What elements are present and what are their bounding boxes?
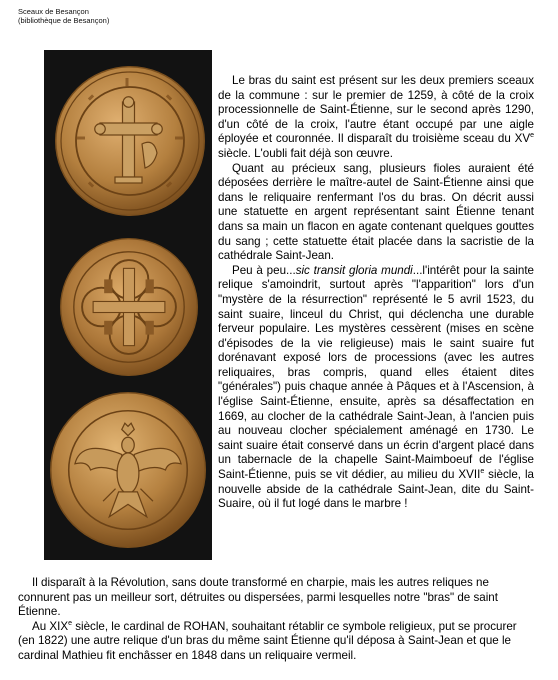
caption-source: (bibliothèque de Besançon)	[18, 16, 110, 25]
paragraph-sceaux	[218, 74, 534, 162]
seal-quatrefoil-cross-image	[60, 238, 198, 376]
paragraph-sceaux-end: siècle. L'oubli fait déjà son œuvre.	[218, 146, 393, 160]
latin-quote: sic transit gloria mundi	[295, 263, 413, 277]
superscript-e: e	[68, 619, 72, 627]
paragraph-saint-suaire	[218, 264, 534, 512]
paragraph-saint-suaire-text: ...l'intérêt pour la sainte relique s'amoindrit, surtout après "l'apparition" lors d'un "mystère de la résurrection" représenté le 5 avril 1523, du saint suaire, linceul du Christ, qui déclencha une durable ferveur populaire. Les mystères cessèrent (mises en scène d'épisodes de la vie religieuse) mais le saint suaire fut dorénavant exposé lors de processions (avec les autres reliquaires, bras compris, quand elles étaient dites "générales") puis chaque année à Pâques et à l'Ascension, à l'église Saint-Étienne, ensuite, après sa désaffectation en 1669, au clocher de la cathédrale Saint-Jean, à l'ancien puis au nouveau clocher spécialement aménagé en 1730. Le saint suaire était conservé dans un écrin d'argent placé dans un tabernacle de la chapelle Saint-Maimboeuf de l'église Saint-Étienne, puis se vit dédier, au milieu du XVII	[218, 263, 534, 482]
paragraph-rohan-start: Au XIX	[32, 619, 69, 633]
superscript-e: e	[530, 132, 534, 140]
paragraph-revolution: Il disparaît à la Révolution, sans doute transformé en charpie, mais les autres reliques ne connurent pas un meilleur sort, détruites ou dispersées, parmi lesquelles notre "bras" de saint Étienne.	[18, 576, 498, 619]
article-full-width	[18, 576, 536, 664]
seal-croix-quadrilobe	[60, 238, 198, 376]
seal-aigle-couronnee	[50, 392, 206, 548]
image-caption	[18, 7, 109, 25]
paragraph-saint-suaire-end: siècle, la nouvelle abside de la cathédrale Saint-Jean, dite du Saint- Suaire, où il fut logé dans le marbre !	[218, 468, 534, 511]
seal-crowned-eagle-image	[50, 392, 206, 548]
seals-photo	[44, 50, 212, 560]
seal-processional-cross-image	[55, 66, 205, 216]
paragraph-rohan-text: siècle, le cardinal de ROHAN, souhaitant rétablir ce symbole religieux, put se procurer (en 1822) une autre relique d'un bras du même saint Étienne qu'il déposa à Saint-Jean et que le cardinal Mathieu fit enchâsser en 1848 dans un reliquaire vermeil.	[18, 619, 517, 662]
article-column	[218, 74, 534, 512]
seal-croix-processionnelle	[55, 66, 205, 216]
paragraph-precieux-sang: Quant au précieux sang, plusieurs fioles auraient été déposées derrière le maître-autel de Saint-Étienne ainsi que dans le reliquaire renfermant l'os du bras. On décrit aussi une statuette en argent représentant saint Étienne tenant dans sa main un flacon en agate contenant quelques gouttes du sang ; cette statuette était placée dans la sacristie de la cathédrale Saint-Jean.	[218, 161, 534, 263]
caption-title: Sceaux de Besançon	[18, 7, 89, 16]
superscript-e: e	[480, 468, 485, 476]
paragraph-sceaux-text: Le bras du saint est présent sur les deux premiers sceaux de la commune : sur le premier de 1259, à côté de la croix processionnelle de Saint-Étienne, sur le second après 1290, d'un côté de la croix, l'autre étant occupé par une aigle éployée et couronnée. Il disparaît du troisième sceau du XV	[218, 74, 534, 146]
paragraph-cardinal-rohan	[18, 620, 536, 664]
paragraph-saint-suaire-start: Peu à peu...	[232, 263, 296, 277]
